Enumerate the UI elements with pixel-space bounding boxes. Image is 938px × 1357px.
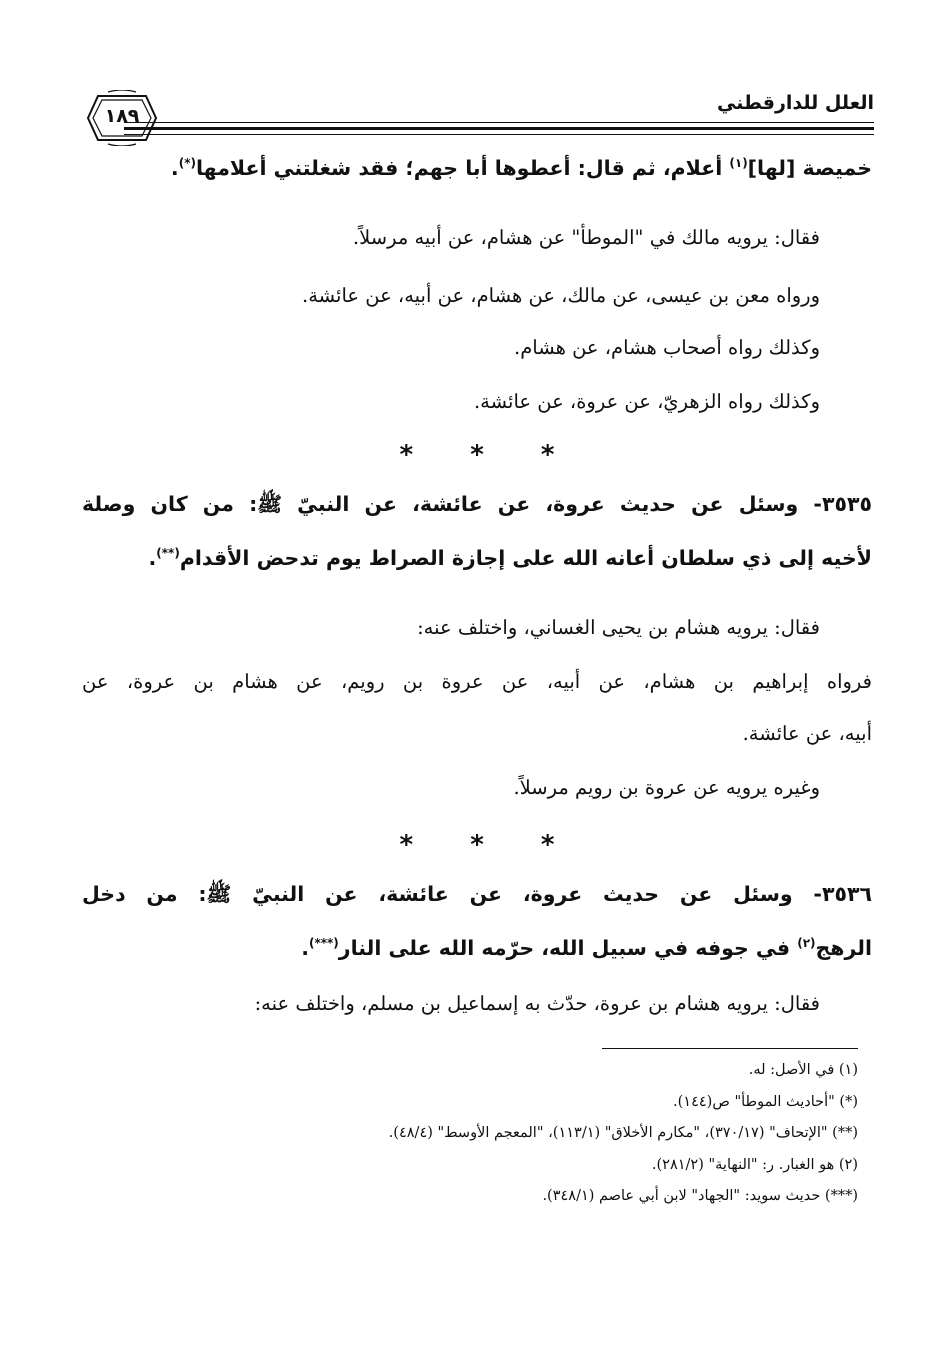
footnote: (٢) هو الغبار. ر: "النهاية" (٢٨١/٢). — [651, 1156, 858, 1173]
text-line: فقال: يرويه هشام بن يحيى الغساني، واختلف عنه: — [417, 616, 820, 639]
text-line: فقال: يرويه مالك في "الموطأ" عن هشام، عن أبيه مرسلاً. — [352, 226, 820, 249]
hadith-heading: ٣٥٣٥- وسئل عن حديث عروة، عن عائشة، عن النبيّ ﷺ: من كان وصلة — [82, 492, 872, 516]
text-line: أبيه، عن عائشة. — [742, 722, 872, 745]
page-header — [84, 82, 874, 152]
text-line: خميصة [لها]$^{(١)}$ أعلام، ثم قال: أعطوها أبا جهم؛ فقد شغلتني أعلامها(*). — [170, 156, 872, 180]
footnotes — [158, 1062, 858, 1220]
page-number: ١٨٩ — [104, 105, 140, 127]
hadith-heading: الرهج$^{(٢)}$ في جوفه في سبيل الله، حرّمه الله على النار(***). — [301, 936, 872, 960]
running-title: العلل للدارقطني — [717, 92, 874, 114]
text-line: وغيره يرويه عن عروة بن رويم مرسلاً. — [513, 776, 820, 799]
section-separator: * * * — [399, 830, 555, 860]
footnote: (*) "أحاديث الموطأ" ص(١٤٤). — [673, 1093, 858, 1110]
text-line: فقال: يرويه هشام بن عروة، حدّث به إسماعيل بن مسلم، واختلف عنه: — [254, 992, 820, 1015]
section-separator: * * * — [399, 440, 555, 470]
footnote: (**) "الإتحاف" (٣٧٠/١٧)، "مكارم الأخلاق" (١١٣/١)، "المعجم الأوسط" (٤٨/٤). — [388, 1125, 858, 1141]
header-rule — [124, 122, 874, 123]
page-number-badge — [84, 90, 160, 146]
main-text — [82, 150, 872, 1030]
footnote-divider — [602, 1048, 858, 1049]
text-line: ورواه معن بن عيسى، عن مالك، عن هشام، عن أبيه، عن عائشة. — [302, 284, 820, 307]
footnote: (١) في الأصل: له. — [748, 1062, 858, 1078]
footnote: (***) حديث سويد: "الجهاد" لابن أبي عاصم (٣٤٨/١). — [542, 1188, 858, 1204]
text-line: وكذلك رواه الزهريّ، عن عروة، عن عائشة. — [473, 390, 820, 413]
text-line: وكذلك رواه أصحاب هشام، عن هشام. — [514, 336, 820, 359]
header-rule — [124, 134, 874, 135]
text-line: فرواه إبراهيم بن هشام، عن أبيه، عن عروة بن رويم، عن هشام بن عروة، عن — [82, 670, 872, 693]
hadith-heading: لأخيه إلى ذي سلطان أعانه الله على إجازة الصراط يوم تدحض الأقدام(**). — [148, 546, 872, 570]
hadith-heading: ٣٥٣٦- وسئل عن حديث عروة، عن عائشة، عن النبيّ ﷺ: من دخل — [82, 882, 872, 906]
header-rule — [124, 127, 874, 130]
